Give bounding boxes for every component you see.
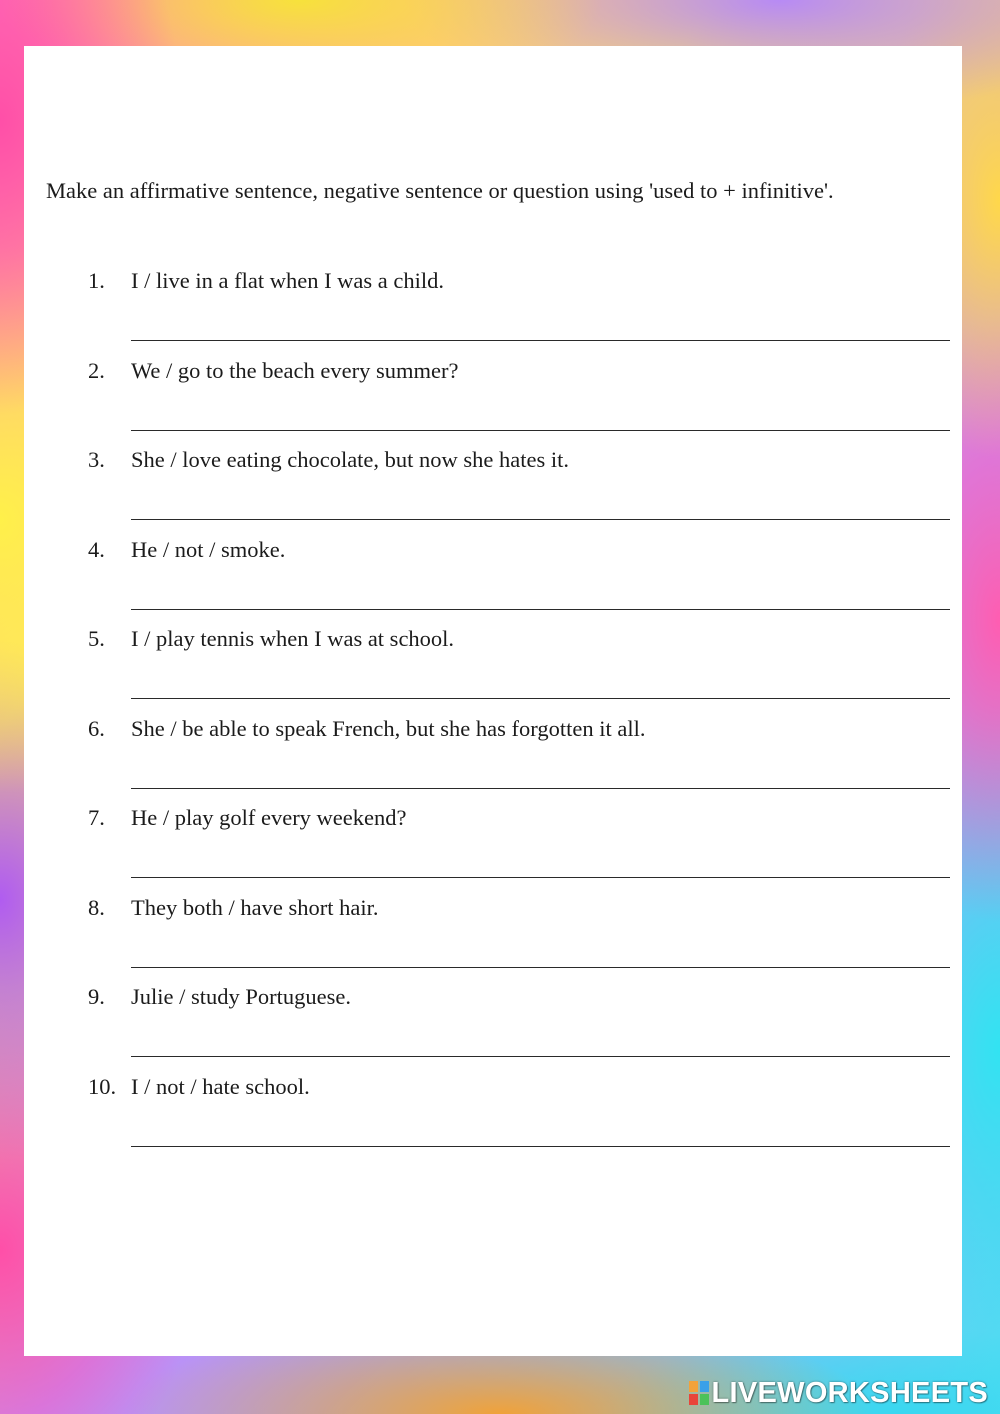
item-number: 6. [88, 715, 105, 741]
answer-line[interactable] [131, 698, 950, 699]
item-number: 5. [88, 626, 105, 651]
answer-line[interactable] [131, 1146, 950, 1147]
answer-line[interactable] [131, 967, 950, 968]
answer-line[interactable] [131, 430, 950, 431]
exercise-item [24, 1074, 962, 1164]
item-prompt: I / live in a flat when I was a child. [131, 268, 445, 293]
item-number: 10. [88, 1073, 117, 1099]
item-prompt: They both / have short hair. [131, 894, 379, 920]
item-prompt: I / play tennis when I was at school. [131, 626, 455, 651]
item-prompt: She / be able to speak French, but she has forgotten it all. [131, 715, 646, 741]
exercise-item [24, 895, 962, 985]
item-prompt: I / not / hate school. [131, 1073, 310, 1099]
item-prompt: Julie / study Portuguese. [131, 984, 351, 1009]
instruction-text: Make an affirmative sentence, negative sentence or question using 'used to + infinitive'. [46, 178, 834, 203]
worksheet-page [24, 46, 962, 1356]
item-number: 8. [88, 894, 105, 920]
exercise-item [24, 358, 962, 448]
liveworksheets-logo[interactable] [689, 1378, 989, 1408]
item-number: 2. [88, 357, 105, 383]
item-number: 7. [88, 805, 105, 830]
exercise-item [24, 537, 962, 627]
answer-line[interactable] [131, 788, 950, 789]
item-number: 1. [88, 268, 105, 293]
exercise-item [24, 984, 962, 1074]
exercise-item [24, 805, 962, 895]
item-prompt: She / love eating chocolate, but now she hates it. [131, 447, 570, 472]
answer-line[interactable] [131, 340, 950, 341]
exercise-item [24, 447, 962, 537]
item-prompt: We / go to the beach every summer? [131, 357, 459, 383]
item-prompt: He / play golf every weekend? [131, 805, 407, 830]
answer-line[interactable] [131, 609, 950, 610]
logo-text: LIVEWORKSHEETS [711, 1376, 988, 1409]
exercise-item [24, 268, 962, 358]
item-number: 4. [88, 536, 105, 562]
exercise-item [24, 716, 962, 806]
item-number: 3. [88, 447, 105, 472]
item-prompt: He / not / smoke. [131, 536, 286, 562]
answer-line[interactable] [131, 1056, 950, 1057]
answer-line[interactable] [131, 877, 950, 878]
item-number: 9. [88, 984, 105, 1009]
answer-line[interactable] [131, 519, 950, 520]
exercise-list [24, 268, 962, 1163]
exercise-item [24, 626, 962, 716]
liveworksheets-logo-icon [689, 1381, 709, 1405]
